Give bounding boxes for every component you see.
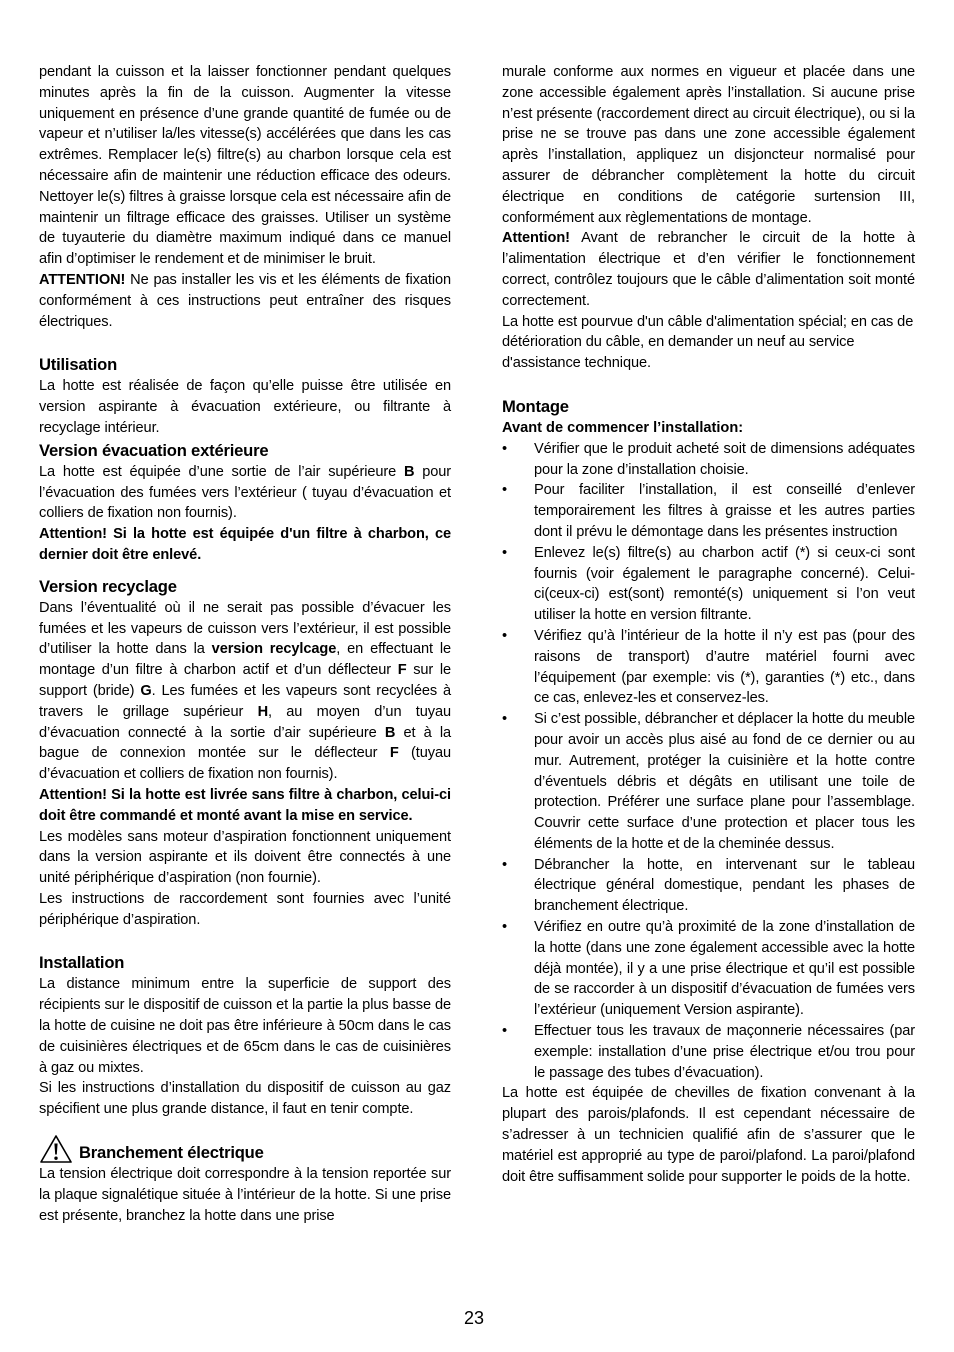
attention-label: ATTENTION! xyxy=(39,271,126,288)
heading-evacuation: Version évacuation extérieure xyxy=(39,440,269,460)
montage-bullet-item: • Vérifiez en outre qu’à proximité de la zone d’installation de la hotte (dans une zone également accessible avec la hotte déjà montée), il y a une prise électrique et qu’il est possible de se raccorder à un dispositif d’évacuation de fumées vers l’extérieur (uniquement Version aspirante). xyxy=(502,919,915,1019)
modeles-paragraph: Les modèles sans moteur d’aspiration fonctionnent uniquement dans la version aspirante et ils doivent être connectés à une unité périphérique d’aspiration (non fournie). xyxy=(39,828,451,887)
montage-bullet-list xyxy=(502,439,915,1084)
heading-recyclage: Version recyclage xyxy=(39,576,177,596)
montage-bullet-item: • Effectuer tous les travaux de maçonnerie nécessaires (par exemple: installation d’une prise électrique et/ou trou pour le passage des tubes d’évacuation). xyxy=(502,1023,915,1081)
cable-paragraph: La hotte est pourvue d'un câble d'alimentation spécial; en cas de détérioration du câble, en demander un neuf au service d'assistance technique. xyxy=(502,313,914,372)
bullet-icon: • xyxy=(502,544,508,561)
utilisation-paragraph: La hotte est réalisée de façon qu’elle puisse être utilisée en version aspirante à évacuation extérieure, ou filtrante à recyclage intérieur. xyxy=(39,378,451,436)
montage-bullet-item: • Pour faciliter l’installation, il est conseillé d’enlever temporairement les filtres à graisse et les autres parties dont il prévu le démontage dans les présentes instruction xyxy=(502,482,915,540)
bullet-icon: • xyxy=(502,440,508,457)
subheading-avant: Avant de commencer l’installation: xyxy=(502,419,744,436)
recyclage-paragraph: Dans l’éventualité où il ne serait pas possible d’évacuer les fumées et les vapeurs de cuisson vers l’extérieur, il est possible d’utiliser la hotte dans la version recylcage, en effectuant le montage d’un filtre à charbon actif et d’un déflecteur F sur le support (bride) G. Les fumées et les vapeurs sont recyclées à travers le grillage supérieur H, au moyen d’un tuyau d’évacuation connecté à la sortie d’air supérieure B et à la bague de connexion montée sur le déflecteur F (tuyau d’évacuation et colliers de fixation non fournis). xyxy=(39,599,452,783)
montage-bullet-item: • Vérifier que le produit acheté soit de dimensions adéquates pour la zone d’installation choisie. xyxy=(502,440,915,478)
intro-paragraph: pendant la cuisson et la laisser fonctionner pendant quelques minutes après la fin de la cuisson. Augmenter la vitesse uniquement en présence d’une grande quantité de fumée ou de vapeur et n’utiliser la/les vitesse(s) accélérées que dans les cas extrêmes. Remplacer le(s) filtre(s) au charbon lorsque cela est nécessaire afin de maintenir une réduction efficace des odeurs. Nettoyer le(s) filtres à graisse lorsque cela est nécessaire afin de maintenir un filtrage efficace des graisses. Utiliser un système de tuyauterie du diamètre maximum indiqué dans ce manuel afin d’optimiser le rendement et de minimiser le bruit. xyxy=(39,64,451,268)
prise-paragraph: murale conforme aux normes en vigueur et placée dans une zone accessible également après l’installation. Si aucune prise n’est présente (raccordement direct au circuit électrique), ou si la prise ne se trouve pas dans une zone accessible également après l’installation, appliquez un disjoncteur normalisé pour assurer de débrancher complètement la hotte du circuit électrique en conditions de catégorie surtension III, conformément aux règlementations de montage. xyxy=(502,64,915,226)
montage-bullet-item: • Débrancher la hotte, en intervenant sur le tableau électrique général domestique, pendant les phases de branchement électrique. xyxy=(502,856,915,915)
instructions-paragraph: Les instructions de raccordement sont fournies avec l’unité périphérique d’aspiration. xyxy=(39,890,451,928)
attention-paragraph-2: Attention! Avant de rebrancher le circuit de la hotte à l’alimentation électrique et d’en vérifier le fonctionnement correct, contrôlez toujours que le câble d’alimentation soit monté correctement. xyxy=(502,230,915,309)
recyclage-attention: Attention! Si la hotte est livrée sans filtre à charbon, celui-ci doit être commandé et monté avant la mise en service. xyxy=(39,786,451,824)
evacuation-paragraph: La hotte est équipée d’une sortie de l’air supérieure B pour l’évacuation des fumées vers l’extérieur ( tuyau d’évacuation et colliers de fixation non fournis). xyxy=(39,463,451,522)
heading-branchement: Branchement électrique xyxy=(79,1143,264,1163)
bullet-icon: • xyxy=(502,482,508,499)
heading-montage: Montage xyxy=(502,396,569,416)
bullet-icon: • xyxy=(502,627,508,644)
installation-paragraph: La distance minimum entre la superficie de support des récipients sur le dispositif de cuisson et la partie la plus basse de la hotte de cuisine ne doit pas être inférieure à 50cm dans le cas de cuisinières électriques et de 65cm dans le cas de cuisinières à gaz ou mixtes. xyxy=(39,976,451,1076)
heading-installation: Installation xyxy=(39,953,125,973)
chevilles-paragraph: La hotte est équipée de chevilles de fixation convenant à la plupart des parois/plafonds. Il est cependant nécessaire de s’adresser à un technicien qualifié afin de s’assurer que le matériel est approprié au type de paroi/plafond. La paroi/plafond doit être suffisamment solide pour supporter le poids de la hotte. xyxy=(502,1085,915,1185)
page-number: 23 xyxy=(464,1308,485,1328)
bullet-icon: • xyxy=(502,919,508,936)
bullet-icon: • xyxy=(502,711,508,728)
left-column xyxy=(39,62,451,1226)
right-column xyxy=(502,62,915,1187)
bullet-icon: • xyxy=(502,856,508,873)
installation-paragraph-2: Si les instructions d’installation du dispositif de cuisson au gaz spécifient une plus grande distance, il faut en tenir compte. xyxy=(39,1080,451,1118)
evacuation-attention: Attention! Si la hotte est équipée d'un filtre à charbon, ce dernier doit être enlevé. xyxy=(39,526,451,563)
branchement-heading-row xyxy=(39,1134,451,1164)
montage-bullet-item: • Vérifiez qu’à l’intérieur de la hotte il n’y est pas (pour des raisons de transport) d’autre matériel fourni avec l’équipement (par exemple: vis (*), garanties (*) etc., dans ce cas, enlevez-les et conservez-les. xyxy=(502,627,915,707)
heading-utilisation: Utilisation xyxy=(39,355,118,375)
attention-paragraph-1 xyxy=(39,270,451,332)
bullet-icon: • xyxy=(502,1023,508,1040)
branchement-paragraph: La tension électrique doit correspondre à la tension reportée sur la plaque signalétique située à l’intérieur de la hotte. Si une prise est présente, branchez la hotte dans une prise xyxy=(39,1166,451,1224)
warning-triangle-icon xyxy=(39,1134,73,1164)
montage-bullet-item: • Si c’est possible, débrancher et déplacer la hotte du meuble pour avoir un accès plus aisé au fond de ce dernier ou au mur. Autrement, protéger la cuisinière et la hotte contre d’éventuels débris et dégâts en utilisant une toile de protection. Préférer une surface plane pour l’assemblage. Couvrir cette surface d’une protection et placer tous les éléments de la hotte et de la cheminée dessus. xyxy=(502,711,915,852)
attention-text: Ne pas installer les vis et les éléments de fixation conformément à ces instructions peut entraîner des risques électriques. xyxy=(39,271,451,330)
montage-bullet-item: • Enlevez le(s) filtre(s) au charbon actif (*) si ceux-ci sont fournis (voir également le paragraphe concerné). Celui-ci(ceux-ci) est(sont) remonté(s) uniquement si l’on veut utiliser la hotte en version filtrante. xyxy=(502,544,915,624)
